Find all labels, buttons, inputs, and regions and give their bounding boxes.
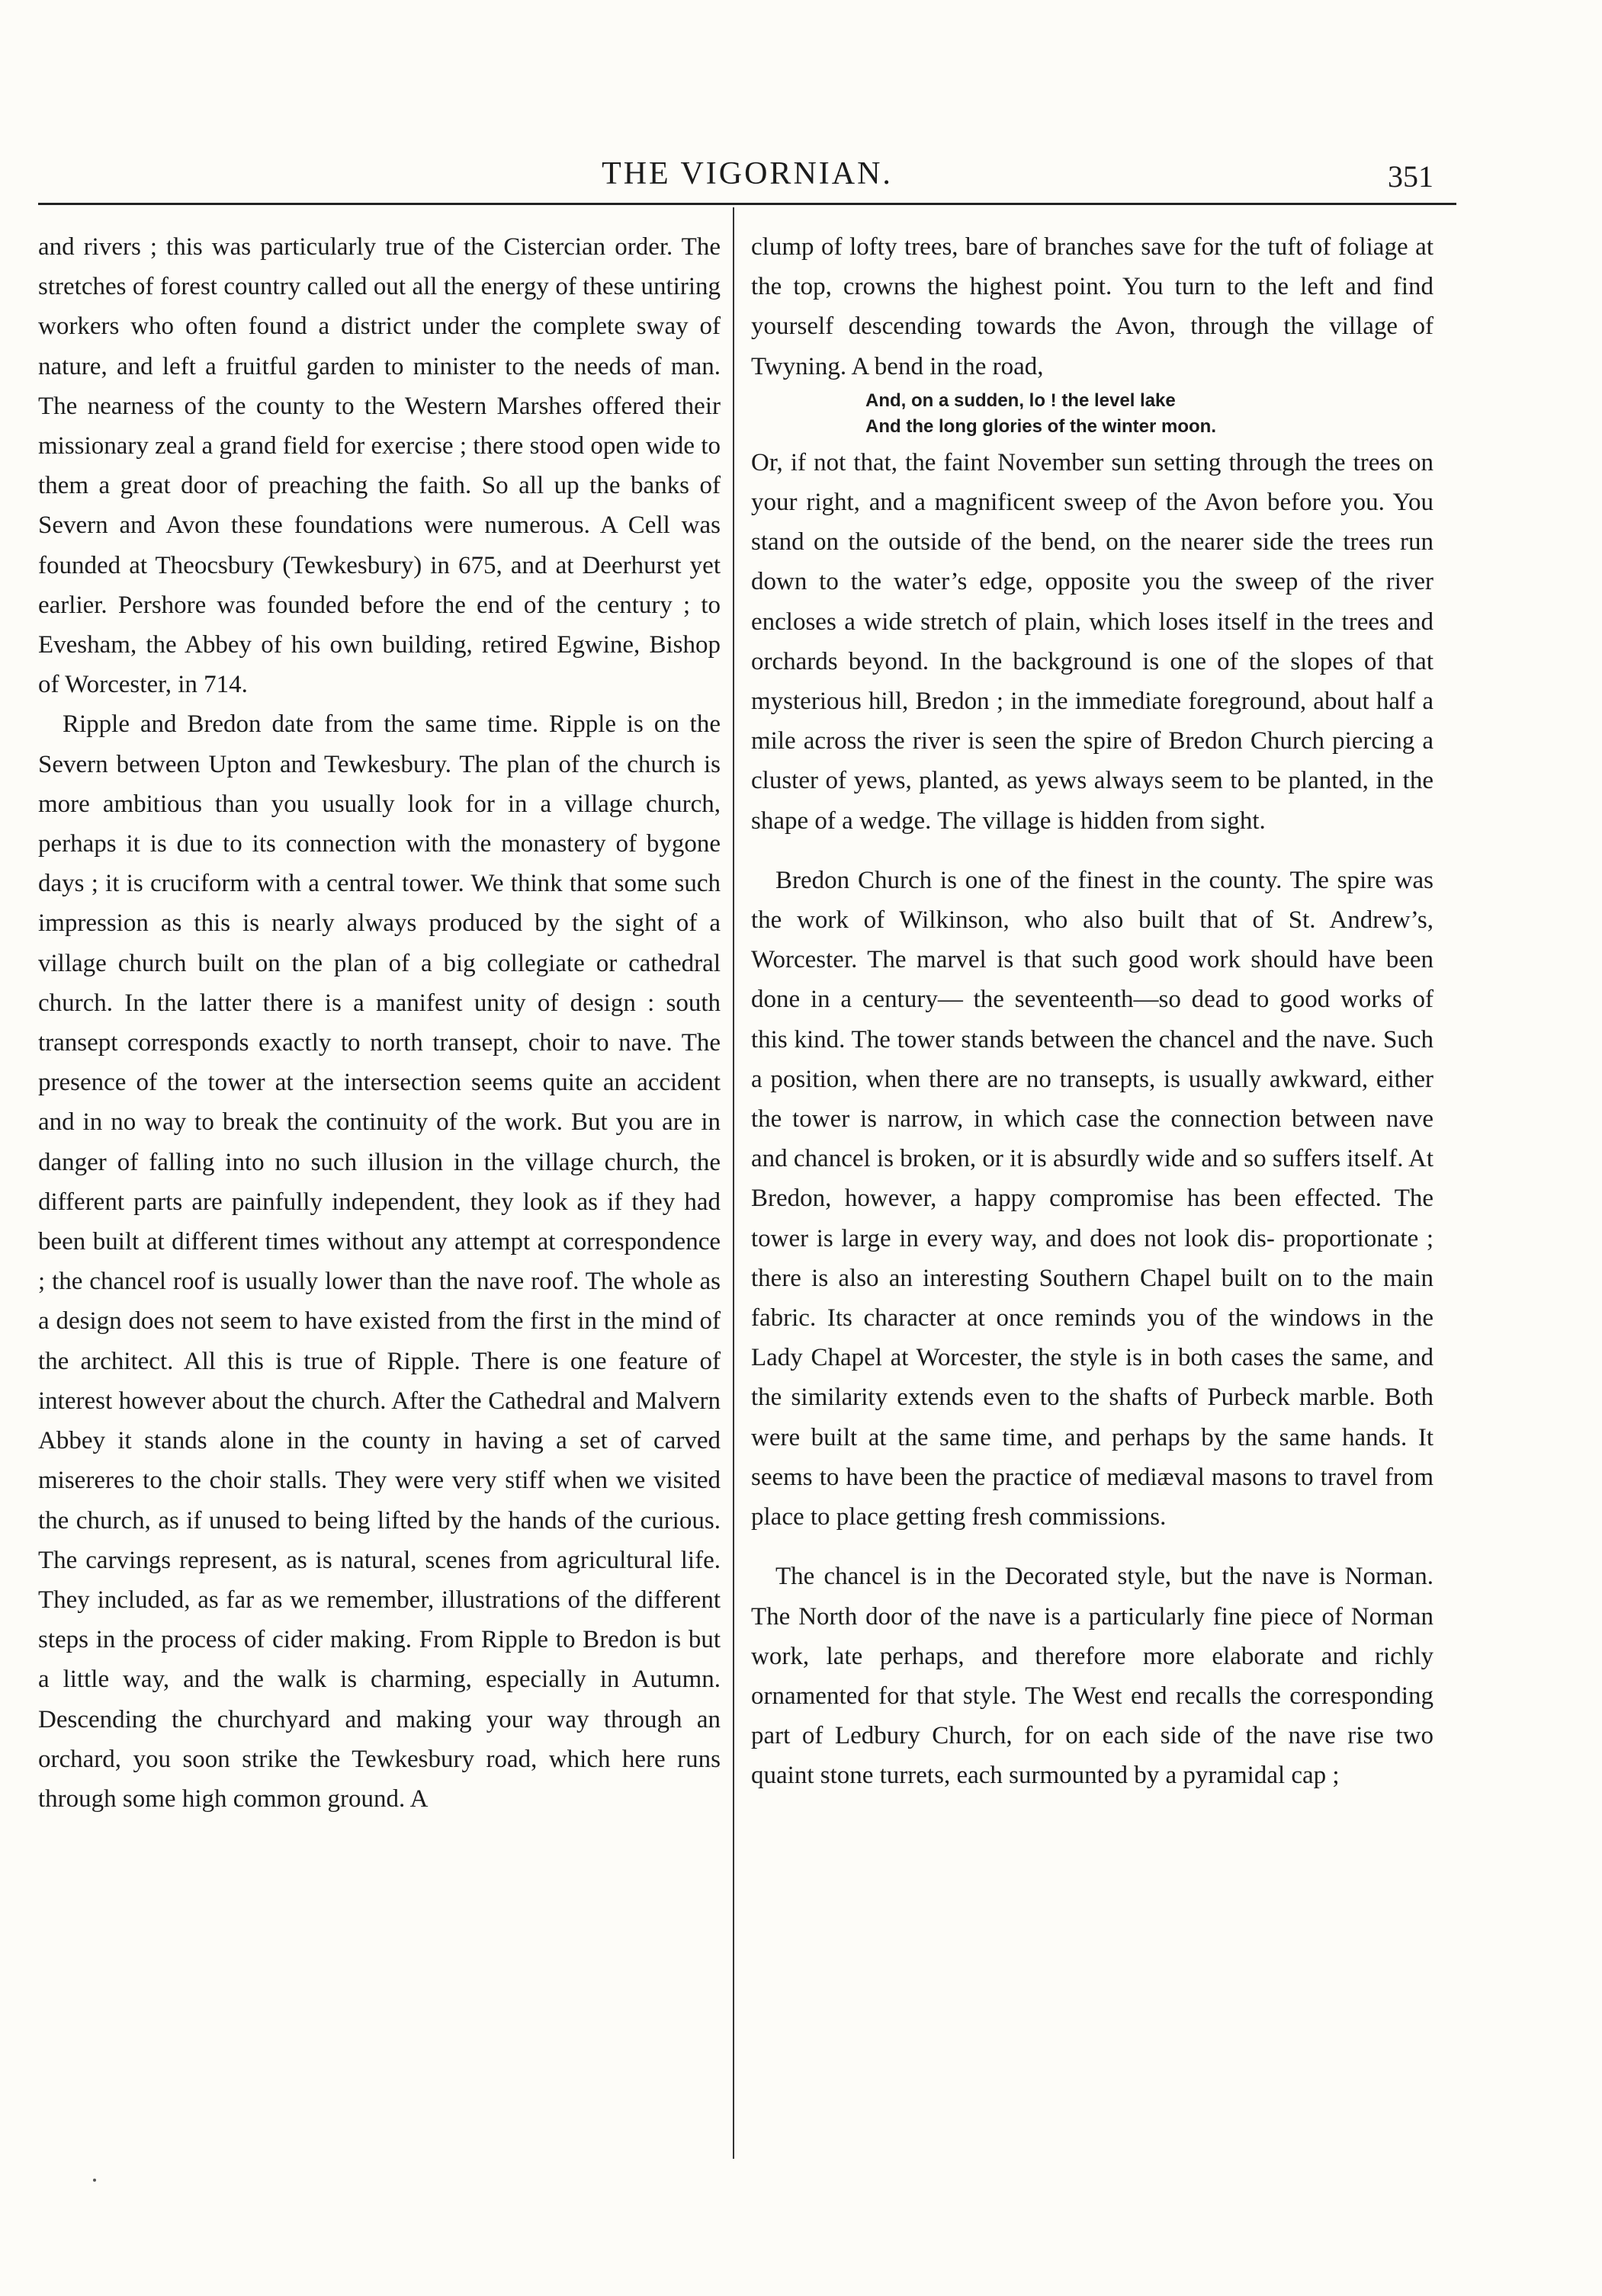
right-paragraph-2: Or, if not that, the faint November sun setting through the trees on your right, and a magnificent sweep of the Avon before you. You stand on the outside of the bend, on the nearer side the trees run down to the water’s edge, opposite you the sweep of the river encloses a wide stretch of plain, which loses itself in the trees and orchards beyond. In the background is one of the slopes of that mysterious hill, Bredon ; in the immediate foreground, about half a mile across the river is seen the spire of Bredon Church piercing a cluster of yews, planted, as yews always seem to be planted, in the shape of a wedge. The village is hidden from sight.	[751, 448, 1433, 835]
right-paragraph-4: The chancel is in the Decorated style, but the nave is Norman. The North door of the nave is a particularly fine piece of Norman work, late perhaps, and therefore more elaborate and richly ornamented for that style. The West end recalls the corresponding part of Ledbury Church, for on each side of the nave rise two quaint stone turrets, each surmounted by a pyramidal cap ;	[751, 1563, 1433, 1790]
column-divider	[733, 207, 734, 2159]
left-paragraph-2: Ripple and Bredon date from the same time. Ripple is on the Severn between Upton and Tewkesbury. The plan of the church is more ambitious than you usually look for in a village church, perhaps it is due to its connection with the monastery of bygone days ; it is cruciform with a central tower. We think that some such impression as this is nearly always produced by the sight of a village church built on the plan of a big collegiate or cathedral church. In the latter there is a manifest unity of design : south transept corresponds exactly to north transept, choir to nave. The presence of the tower at the intersection seems quite an accident and in no way to break the continuity of the work. But you are in danger of falling into no such illusion in the village church, the different parts are painfully independent, they look as if they had been built at different times without any attempt at correspondence ; the chancel roof is usually lower than the nave roof. The whole as a design does not seem to have existed from the first in the mind of the architect. All this is true of Ripple. There is one feature of interest however about the church. After the Cathedral and Malvern Abbey it stands alone in the county in having a set of carved misereres to the choir stalls. They were very stiff when we visited the church, as if unused to being lifted by the hands of the curious. The carvings represent, as is natural, scenes from agricultural life. They included, as far as we remember, illustrations of the different steps in the process of cider making. From Ripple to Bredon is but a little way, and the walk is charming, especially in Autumn. Descending the churchyard and making your way through an orchard, you soon strike the Tewkesbury road, which here runs through some high common ground. A	[38, 710, 721, 1813]
left-paragraph-1: and rivers ; this was particularly true of the Cistercian order. The stretches of forest country called out all the energy of these untiring workers who often found a district under the complete sway of nature, and left a fruitful garden to minister to the needs of man. The nearness of the county to the Western Marshes offered their missionary zeal a grand field for exercise ; there stood open wide to them a great door of preaching the faith. So all up the banks of Severn and Avon these foundations were numerous. A Cell was founded at Theocsbury (Tewkesbury) in 675, and at Deerhurst yet earlier. Pershore was founded before the end of the century ; to Evesham, the Abbey of his own building, retired Egwine, Bishop of Worcester, in 714.	[38, 233, 721, 699]
print-speck	[93, 2179, 96, 2182]
right-paragraph-1: clump of lofty trees, bare of branches save for the tuft of foliage at the top, crowns the highest point. You turn to the left and find yourself descending towards the Avon, through the village of Twyning. A bend in the road,	[751, 233, 1433, 380]
page-number: 351	[1388, 159, 1433, 194]
verse-line-1: And, on a sudden, lo ! the level lake	[865, 390, 1176, 411]
right-paragraph-3: Bredon Church is one of the finest in the county. The spire was the work of Wilkinson, who also built that of St. Andrew’s, Worcester. The marvel is that such good work should have been done in a century— the seventeenth—so dead to good works of this kind. The tower stands between the chancel and the nave. Such a position, when there are no transepts, is usually awkward, either the tower is narrow, in which case the connection between nave and chancel is broken, or it is absurdly wide and so suffers itself. At Bredon, however, a happy compromise has been effected. The tower is large in every way, and does not look dis- proportionate ; there is also an interesting Southern Chapel built on to the main fabric. Its character at once reminds you of the windows in the Lady Chapel at Worcester, the style is in both cases the same, and the similarity extends even to the shafts of Purbeck marble. Both were built at the same time, and perhaps by the same hands. It seems to have been the practice of mediæval masons to travel from place to place getting fresh commissions.	[751, 866, 1433, 1531]
verse-line-2: And the long glories of the winter moon.	[865, 415, 1216, 437]
left-column	[38, 227, 721, 1819]
verse-quotation	[751, 388, 1433, 440]
running-header	[38, 149, 1456, 205]
right-column	[751, 227, 1433, 1796]
journal-title: THE VIGORNIAN.	[602, 156, 893, 191]
